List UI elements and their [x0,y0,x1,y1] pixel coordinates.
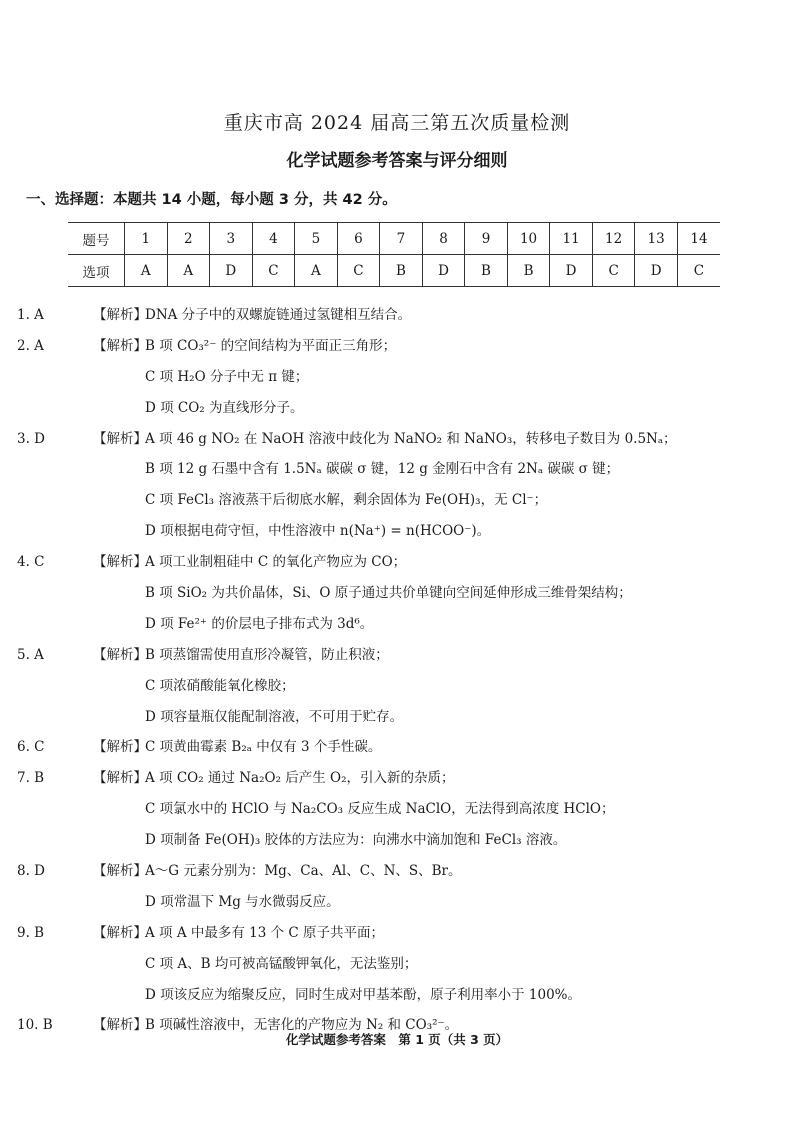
explanation-continuation [17,980,787,1011]
analysis-tag: 【解析】 [93,430,147,447]
analysis-tag: 【解析】 [93,770,147,787]
item-answer-number: 10. B [17,1017,53,1034]
explanation-continuation [17,393,787,424]
explanation-continuation [17,949,787,980]
explanation-text: D 项容量瓶仅能配制溶液，不可用于贮存。 [145,708,404,725]
explanation-continuation [17,516,787,547]
question-number-cell: 10 [507,223,550,255]
analysis-tag: 【解析】 [93,554,147,571]
item-answer-number: 6. C [17,739,45,756]
explanation-item [17,424,787,455]
answer-table-row-answers [68,255,720,287]
page-footer: 化学试题参考答案 第 1 页（共 3 页） [285,1032,509,1047]
question-number-cell: 1 [125,223,168,255]
explanation-list [17,300,787,1041]
analysis-tag: 【解析】 [93,739,147,756]
explanation-text: B 项碱性溶液中，无害化的产物应为 N₂ 和 CO₃²⁻。 [145,1017,459,1034]
explanation-continuation [17,794,787,825]
explanation-continuation [17,362,787,393]
answer-option-cell: C [337,255,380,287]
question-number-cell: 9 [465,223,508,255]
page-title: 重庆市高 2024 届高三第五次质量检测 [223,112,571,134]
explanation-text: C 项 FeCl₃ 溶液蒸干后彻底水解，剩余固体为 Fe(OH)₃，无 Cl⁻； [145,492,548,509]
explanation-continuation [17,609,787,640]
item-answer-number: 5. A [17,646,44,663]
explanation-continuation [17,485,787,516]
explanation-text: B 项蒸馏需使用直形冷凝管，防止积液； [145,646,389,663]
explanation-item [17,331,787,362]
question-number-cell: 13 [635,223,678,255]
answer-option-cell: A [125,255,168,287]
analysis-tag: 【解析】 [93,337,147,354]
explanation-text: D 项常温下 Mg 与水微弱反应。 [145,893,340,910]
answer-option-cell: C [592,255,635,287]
explanation-continuation [17,578,787,609]
answer-table [68,222,720,287]
explanation-text: A 项 CO₂ 通过 Na₂O₂ 后产生 O₂，引入新的杂质； [145,770,455,787]
answer-option-cell: C [677,255,720,287]
answer-option-cell: D [635,255,678,287]
explanation-item [17,856,787,887]
explanation-text: B 项 12 g 石墨中含有 1.5Nₐ 碳碳 σ 键，12 g 金刚石中含有 2Nₐ 碳碳 σ 键； [145,461,620,478]
question-number-cell: 12 [592,223,635,255]
answer-option-cell: B [465,255,508,287]
explanation-text: A 项 A 中最多有 13 个 C 原子共平面； [145,924,385,941]
answer-option-cell: D [422,255,465,287]
question-number-cell: 7 [380,223,423,255]
question-number-cell: 14 [677,223,720,255]
explanation-continuation [17,671,787,702]
answer-option-cell: A [295,255,338,287]
explanation-text: C 项氯水中的 HClO 与 Na₂CO₃ 反应生成 NaClO，无法得到高浓度 HClO； [145,801,615,818]
explanation-text: A 项 46 g NO₂ 在 NaOH 溶液中歧化为 NaNO₂ 和 NaNO₃，转移电子数目为 0.5Nₐ； [145,430,677,447]
explanation-continuation [17,887,787,918]
explanation-text: A 项工业制粗硅中 C 的氧化产物应为 CO； [145,554,407,571]
analysis-tag: 【解析】 [93,307,147,323]
explanation-text: C 项黄曲霉素 B₂ₐ 中仅有 3 个手性碳。 [145,739,382,756]
analysis-tag: 【解析】 [93,863,147,880]
explanation-text: C 项浓硝酸能氧化橡胶； [145,677,295,694]
explanation-text: D 项根据电荷守恒，中性溶液中 n(Na⁺) = n(HCOO⁻)。 [145,523,491,540]
analysis-tag: 【解析】 [93,924,147,941]
explanation-item [17,732,787,763]
explanation-item [17,640,787,671]
answer-option-cell: A [167,255,210,287]
row-label-numbers: 题号 [68,223,125,255]
item-answer-number: 9. B [17,924,45,941]
explanation-continuation [17,702,787,733]
item-answer-number: 2. A [17,337,44,354]
explanation-item [17,918,787,949]
question-number-cell: 2 [167,223,210,255]
explanation-text: D 项该反应为缩聚反应，同时生成对甲基苯酚，原子利用率小于 100%。 [145,986,582,1003]
explanation-continuation [17,825,787,856]
question-number-cell: 5 [295,223,338,255]
explanation-text: D 项 CO₂ 为直线形分子。 [145,399,304,416]
analysis-tag: 【解析】 [93,646,147,663]
explanation-text: D 项 Fe²⁺ 的价层电子排布式为 3d⁶。 [145,615,374,632]
question-number-cell: 8 [422,223,465,255]
explanation-text: A～G 元素分别为：Mg、Ca、Al、C、N、S、Br。 [145,863,462,880]
explanation-text: DNA 分子中的双螺旋链通过氢键相互结合。 [145,307,412,323]
explanation-item [17,300,787,331]
answer-option-cell: C [252,255,295,287]
explanation-text: D 项制备 Fe(OH)₃ 胶体的方法应为：向沸水中滴加饱和 FeCl₃ 溶液。 [145,832,567,849]
question-number-cell: 11 [550,223,593,255]
item-answer-number: 4. C [17,554,45,571]
answer-option-cell: B [380,255,423,287]
question-number-cell: 4 [252,223,295,255]
row-label-answers: 选项 [68,255,125,287]
answer-option-cell: D [550,255,593,287]
answer-table-row-numbers [68,223,720,255]
answer-option-cell: D [210,255,253,287]
explanation-item [17,547,787,578]
question-number-cell: 3 [210,223,253,255]
item-answer-number: 3. D [17,430,45,447]
answer-option-cell: B [507,255,550,287]
item-answer-number: 8. D [17,863,45,880]
page-subtitle: 化学试题参考答案与评分细则 [286,151,508,171]
explanation-text: B 项 CO₃²⁻ 的空间结构为平面正三角形； [145,337,397,354]
question-number-cell: 6 [337,223,380,255]
explanation-item [17,763,787,794]
explanation-text: C 项 A、B 均可被高锰酸钾氧化，无法鉴别； [145,955,418,972]
explanation-continuation [17,454,787,485]
section-heading: 一、选择题：本题共 14 小题，每小题 3 分，共 42 分。 [26,192,397,208]
item-answer-number: 1. A [17,307,44,323]
analysis-tag: 【解析】 [93,1017,147,1034]
item-answer-number: 7. B [17,770,45,787]
explanation-text: C 项 H₂O 分子中无 π 键； [145,368,309,385]
explanation-text: B 项 SiO₂ 为共价晶体，Si、O 原子通过共价单键向空间延伸形成三维骨架结构； [145,585,632,602]
